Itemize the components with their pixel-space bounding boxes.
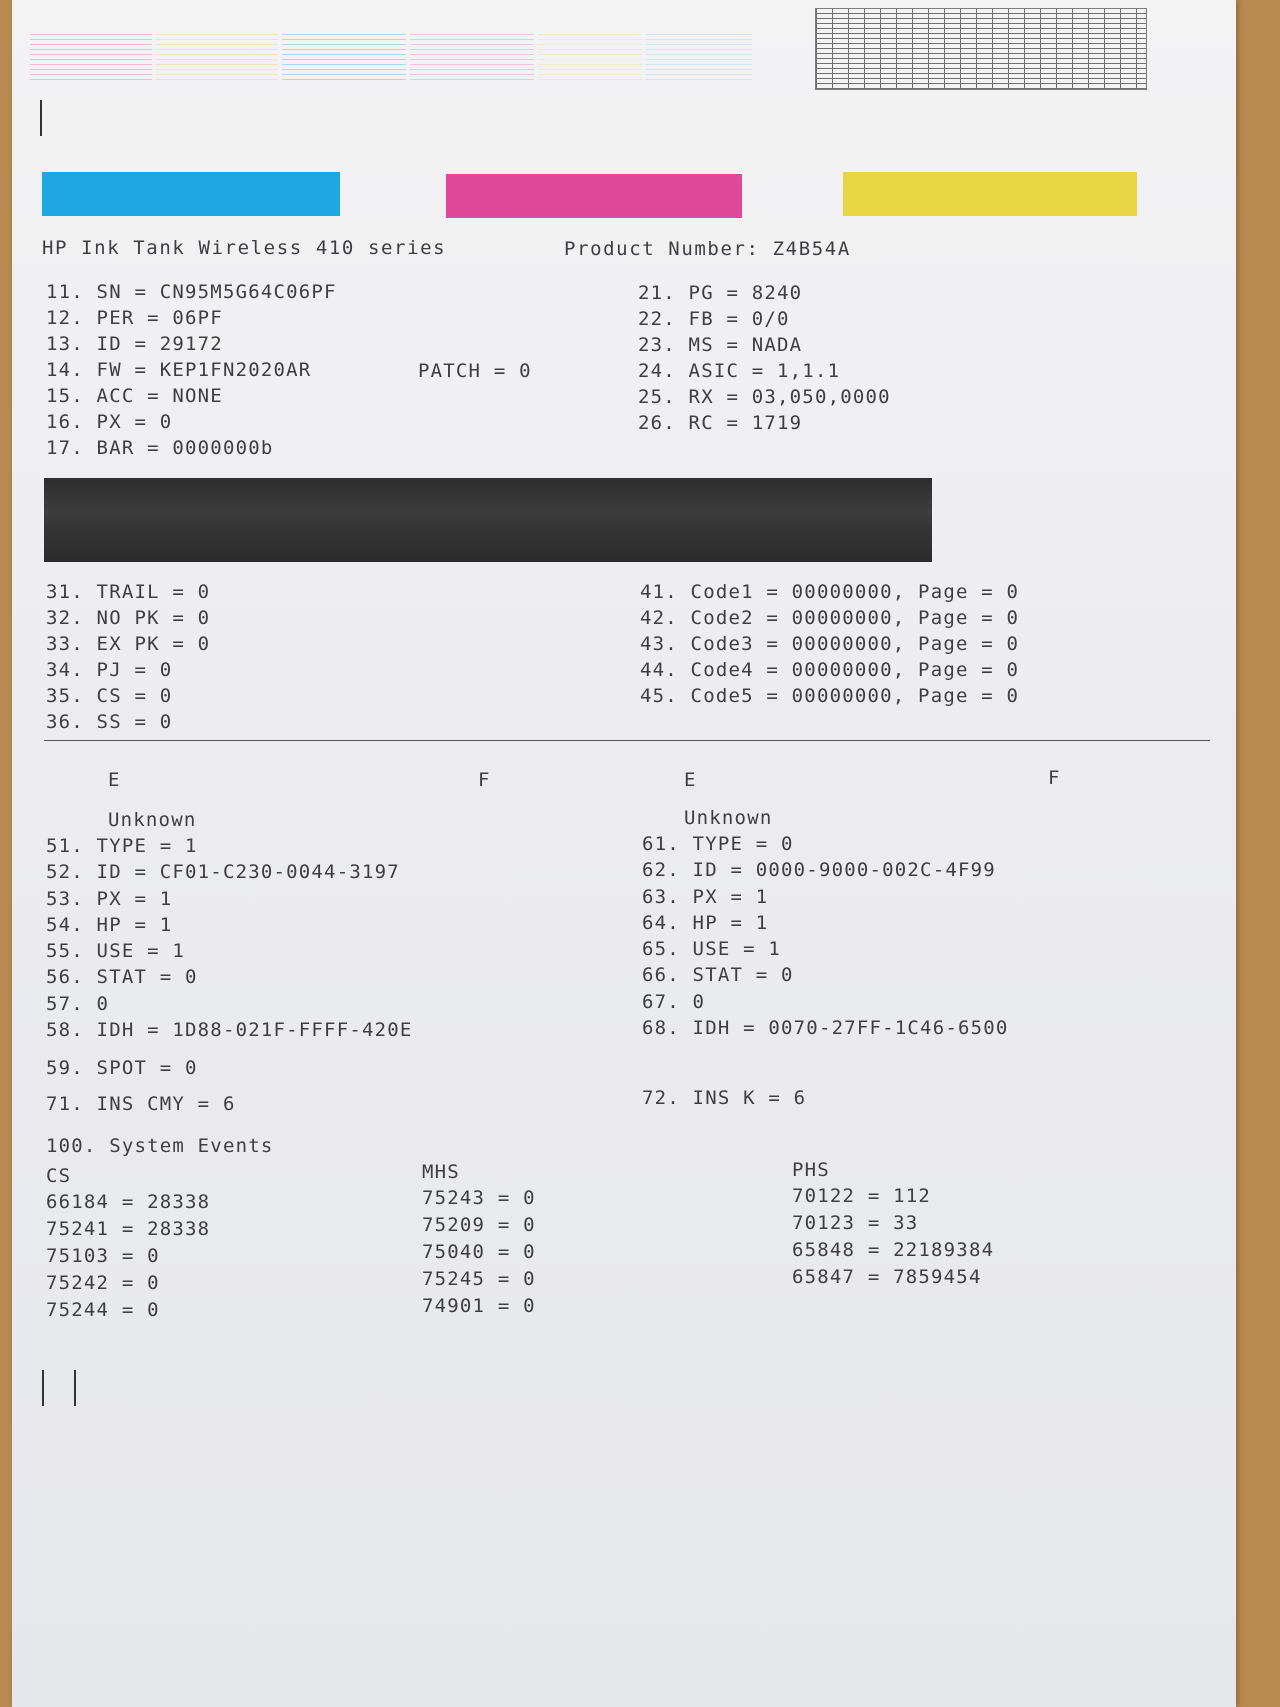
info-line: 34. PJ = 0 xyxy=(46,659,173,681)
event-row: 75103 = 0 xyxy=(46,1245,160,1267)
alignment-mark xyxy=(42,1370,44,1406)
event-row: 75209 = 0 xyxy=(422,1214,536,1236)
event-row: 65847 = 7859454 xyxy=(792,1266,982,1288)
patch-value: PATCH = 0 xyxy=(418,360,532,382)
pattern-black-grid xyxy=(815,8,1147,90)
info-line: 24. ASIC = 1,1.1 xyxy=(638,360,841,382)
event-row: 75244 = 0 xyxy=(46,1299,160,1321)
event-row: 75245 = 0 xyxy=(422,1268,536,1290)
error-code-line: 44. Code4 = 00000000, Page = 0 xyxy=(640,659,1020,681)
info-line: 14. FW = KEP1FN2020AR xyxy=(46,359,312,381)
event-row: 74901 = 0 xyxy=(422,1295,536,1317)
info-line: 12. PER = 06PF xyxy=(46,307,223,329)
cartridge-line: 53. PX = 1 xyxy=(46,888,173,910)
black-ink-bar xyxy=(44,478,932,562)
info-line: 15. ACC = NONE xyxy=(46,385,223,407)
product-number: Product Number: Z4B54A xyxy=(564,238,851,260)
empty-marker: E xyxy=(684,769,697,791)
event-row: 75040 = 0 xyxy=(422,1241,536,1263)
info-line: 22. FB = 0/0 xyxy=(638,308,790,330)
section-divider xyxy=(44,740,1210,741)
error-code-line: 45. Code5 = 00000000, Page = 0 xyxy=(640,685,1020,707)
cs-label: CS xyxy=(46,1165,72,1187)
error-code-line: 41. Code1 = 00000000, Page = 0 xyxy=(640,581,1020,603)
info-line: 23. MS = NADA xyxy=(638,334,803,356)
ins-k: 72. INS K = 6 xyxy=(642,1087,807,1109)
cartridge-line: 59. SPOT = 0 xyxy=(46,1057,198,1079)
event-row: 75243 = 0 xyxy=(422,1187,536,1209)
alignment-mark xyxy=(74,1370,76,1406)
event-row: 65848 = 22189384 xyxy=(792,1239,995,1261)
cartridge-line: 64. HP = 1 xyxy=(642,912,769,934)
cartridge-line: 54. HP = 1 xyxy=(46,914,173,936)
cartridge-line: 55. USE = 1 xyxy=(46,940,186,962)
info-line: 21. PG = 8240 xyxy=(638,282,803,304)
event-row: 66184 = 28338 xyxy=(46,1191,211,1213)
nozzle-test-pattern xyxy=(30,28,1230,84)
info-line: 13. ID = 29172 xyxy=(46,333,223,355)
event-row: 70123 = 33 xyxy=(792,1212,919,1234)
error-code-line: 43. Code3 = 00000000, Page = 0 xyxy=(640,633,1020,655)
info-line: 17. BAR = 0000000b xyxy=(46,437,274,459)
cartridge-line: 57. 0 xyxy=(46,993,110,1015)
full-marker: F xyxy=(478,769,491,791)
pattern-magenta-2 xyxy=(410,32,534,84)
phs-label: PHS xyxy=(792,1159,830,1181)
mhs-label: MHS xyxy=(422,1161,460,1183)
cartridge-line: 62. ID = 0000-9000-002C-4F99 xyxy=(642,859,996,881)
cartridge-line: 56. STAT = 0 xyxy=(46,966,198,988)
alignment-mark xyxy=(40,100,42,136)
yellow-color-bar xyxy=(843,172,1137,216)
cartridge-line: 58. IDH = 1D88-021F-FFFF-420E xyxy=(46,1019,413,1041)
cartridge-line: 67. 0 xyxy=(642,991,706,1013)
cyan-color-bar xyxy=(42,172,340,216)
cartridge-line: 68. IDH = 0070-27FF-1C46-6500 xyxy=(642,1017,1009,1039)
magenta-color-bar xyxy=(446,174,742,218)
error-code-line: 42. Code2 = 00000000, Page = 0 xyxy=(640,607,1020,629)
printed-page xyxy=(12,0,1236,1707)
event-row: 75241 = 28338 xyxy=(46,1218,211,1240)
info-line: 32. NO PK = 0 xyxy=(46,607,211,629)
pattern-yellow xyxy=(156,32,278,84)
info-line: 36. SS = 0 xyxy=(46,711,173,733)
event-row: 75242 = 0 xyxy=(46,1272,160,1294)
info-line: 33. EX PK = 0 xyxy=(46,633,211,655)
cartridge-line: 65. USE = 1 xyxy=(642,938,782,960)
empty-marker: E xyxy=(108,769,121,791)
info-line: 25. RX = 03,050,0000 xyxy=(638,386,891,408)
pattern-cyan xyxy=(282,32,406,84)
cartridge-line: 61. TYPE = 0 xyxy=(642,833,794,855)
info-line: 11. SN = CN95M5G64C06PF xyxy=(46,281,337,303)
info-line: 31. TRAIL = 0 xyxy=(46,581,211,603)
cartridge-line: 51. TYPE = 1 xyxy=(46,835,198,857)
info-line: 16. PX = 0 xyxy=(46,411,173,433)
cartridge-line: 63. PX = 1 xyxy=(642,886,769,908)
event-row: 70122 = 112 xyxy=(792,1185,932,1207)
ins-cmy: 71. INS CMY = 6 xyxy=(46,1093,236,1115)
full-marker: F xyxy=(1048,767,1061,789)
system-events-title: 100. System Events xyxy=(46,1135,274,1157)
printer-model: HP Ink Tank Wireless 410 series xyxy=(42,237,447,259)
pattern-cyan-2 xyxy=(646,32,752,84)
cartridge-line: 66. STAT = 0 xyxy=(642,964,794,986)
cartridge-name: Unknown xyxy=(684,807,773,829)
pattern-yellow-2 xyxy=(538,32,642,84)
info-line: 26. RC = 1719 xyxy=(638,412,803,434)
pattern-magenta xyxy=(30,32,152,84)
cartridge-line: 52. ID = CF01-C230-0044-3197 xyxy=(46,861,400,883)
info-line: 35. CS = 0 xyxy=(46,685,173,707)
cartridge-name: Unknown xyxy=(108,809,197,831)
